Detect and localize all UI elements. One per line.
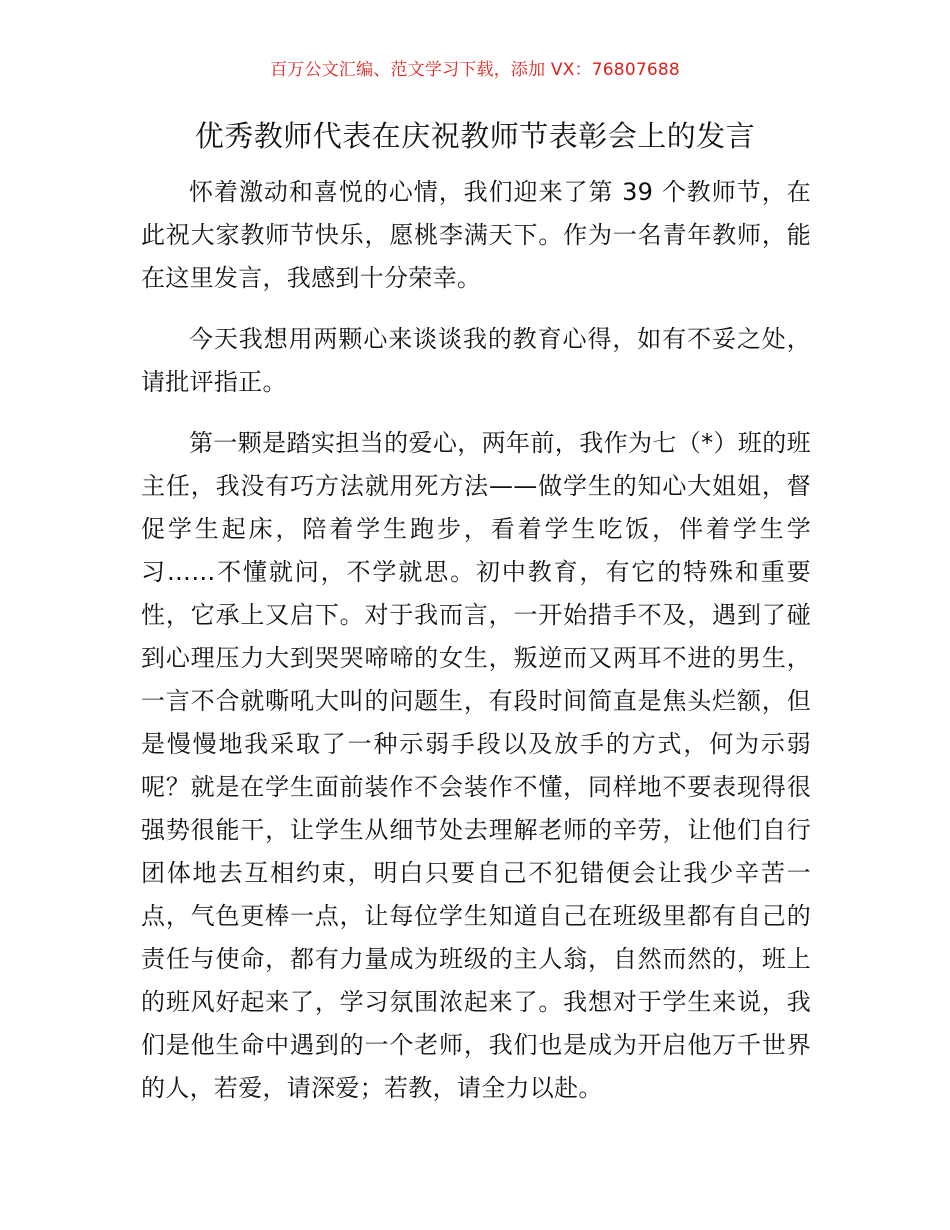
header-note: 百万公文汇编、范文学习下载，添加 VX：76807688 — [270, 60, 680, 80]
paragraph: 今天我想用两颗心来谈谈我的教育心得，如有不妥之处，请批评指正。 — [141, 325, 811, 396]
document-body — [141, 171, 811, 1128]
paragraph: 第一颗是踏实担当的爱心，两年前，我作为七（*）班的班主任，我没有巧方法就用死方法——做学生的知心大姐姐，督促学生起床，陪着学生跑步，看着学生吃饭，伴着学生学习……不懂就问，不学就思。初中教育，有它的特殊和重要性，它承上又启下。对于我而言，一开始措手不及，遇到了碰到心理压力大到哭哭啼啼的女生，叛逆而又两耳不进的男生，一言不合就嘶吼大叫的问题生，有段时间简直是焦头烂额，但是慢慢地我采取了一种示弱手段以及放手的方式，何为示弱呢？就是在学生面前装作不会装作不懂，同样地不要表现得很强势很能干，让学生从细节处去理解老师的辛劳，让他们自行团体地去互相约束，明白只要自己不犯错便会让我少辛苦一点，气色更棒一点，让每位学生知道自己在班级里都有自己的责任与使命，都有力量成为班级的主人翁，自然而然的，班上的班风好起来了，学习氛围浓起来了。我想对于学生来说，我们是他生命中遇到的一个老师，我们也是成为开启他万千世界的人，若爱，请深爱；若教，请全力以赴。 — [141, 429, 811, 1102]
page-title: 优秀教师代表在庆祝教师节表彰会上的发言 — [194, 119, 756, 153]
paragraph: 怀着激动和喜悦的心情，我们迎来了第 39 个教师节，在此祝大家教师节快乐，愿桃李满天下。作为一名青年教师，能在这里发言，我感到十分荣幸。 — [141, 178, 811, 292]
